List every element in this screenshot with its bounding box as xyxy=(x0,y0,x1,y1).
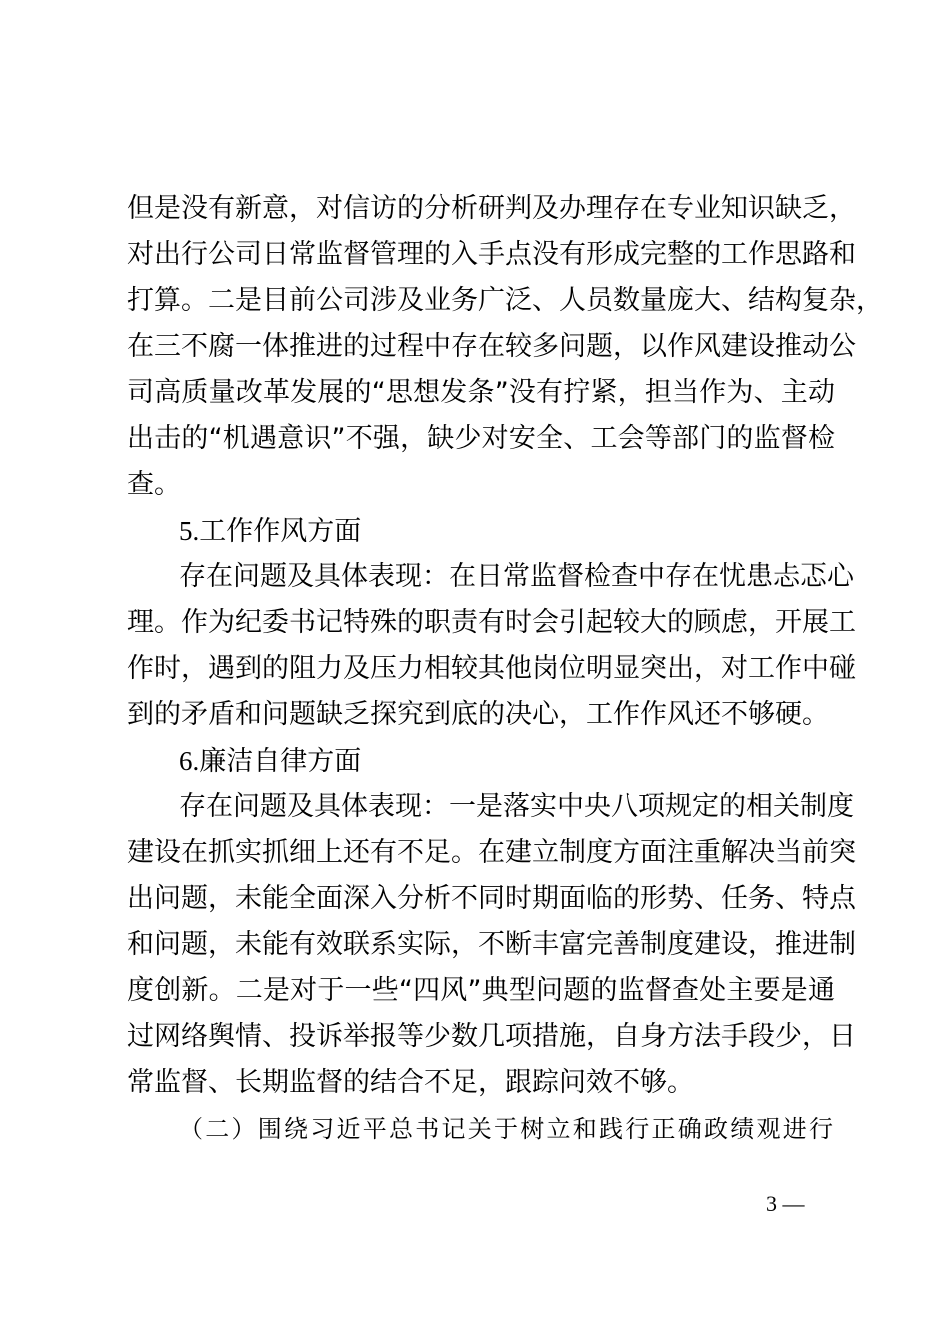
paragraph-line: 查。 xyxy=(127,469,181,500)
section-5-paragraph xyxy=(127,554,856,738)
paragraph-line: 出问题，未能全面深入分析不同时期面临的形势、任务、特点 xyxy=(127,883,856,914)
paragraph-line: 司高质量改革发展的“思想发条”没有拧紧，担当作为、主动 xyxy=(127,377,835,408)
section-5-heading: 5.工作作风方面 xyxy=(179,516,362,546)
section-6-paragraph xyxy=(127,784,856,1106)
paragraph-line: 但是没有新意，对信访的分析研判及办理存在专业知识缺乏， xyxy=(127,193,856,224)
paragraph-line: 和问题，未能有效联系实际，不断丰富完善制度建设，推进制 xyxy=(127,929,856,960)
paragraph-line: 对出行公司日常监督管理的入手点没有形成完整的工作思路和 xyxy=(127,239,856,270)
paragraph-line: 出击的“机遇意识”不强，缺少对安全、工会等部门的监督检 xyxy=(127,423,835,454)
paragraph-line: 到的矛盾和问题缺乏探究到底的决心，工作作风还不够硬。 xyxy=(127,699,829,730)
section-6-heading: 6.廉洁自律方面 xyxy=(179,746,362,776)
paragraph-line: 常监督、长期监督的结合不足，跟踪问效不够。 xyxy=(127,1067,694,1098)
paragraph-line: 在三不腐一体推进的过程中存在较多问题，以作风建设推动公 xyxy=(127,331,856,362)
paragraph-line: 过网络舆情、投诉举报等少数几项措施，自身方法手段少，日 xyxy=(127,1021,856,1052)
section-two-heading: （二）围绕习近平总书记关于树立和践行正确政绩观进行 xyxy=(179,1115,835,1143)
paragraph-line: 理。作为纪委书记特殊的职责有时会引起较大的顾虑，开展工 xyxy=(127,607,856,638)
paragraph-line: 打算。二是目前公司涉及业务广泛、人员数量庞大、结构复杂， xyxy=(127,285,883,316)
continuation-paragraph xyxy=(127,186,883,508)
paragraph-line: 度创新。二是对于一些“四风”典型问题的监督查处主要是通 xyxy=(127,975,835,1006)
paragraph-line: 作时，遇到的阻力及压力相较其他岗位明显突出，对工作中碰 xyxy=(127,653,856,684)
paragraph-line: 存在问题及具体表现：在日常监督检查中存在忧患忐忑心 xyxy=(179,561,854,592)
document-body xyxy=(127,186,883,1152)
paragraph-line: 建设在抓实抓细上还有不足。在建立制度方面注重解决当前突 xyxy=(127,837,856,868)
page-number: 3 — xyxy=(766,1191,805,1216)
paragraph-line: 存在问题及具体表现：一是落实中央八项规定的相关制度 xyxy=(179,791,854,822)
